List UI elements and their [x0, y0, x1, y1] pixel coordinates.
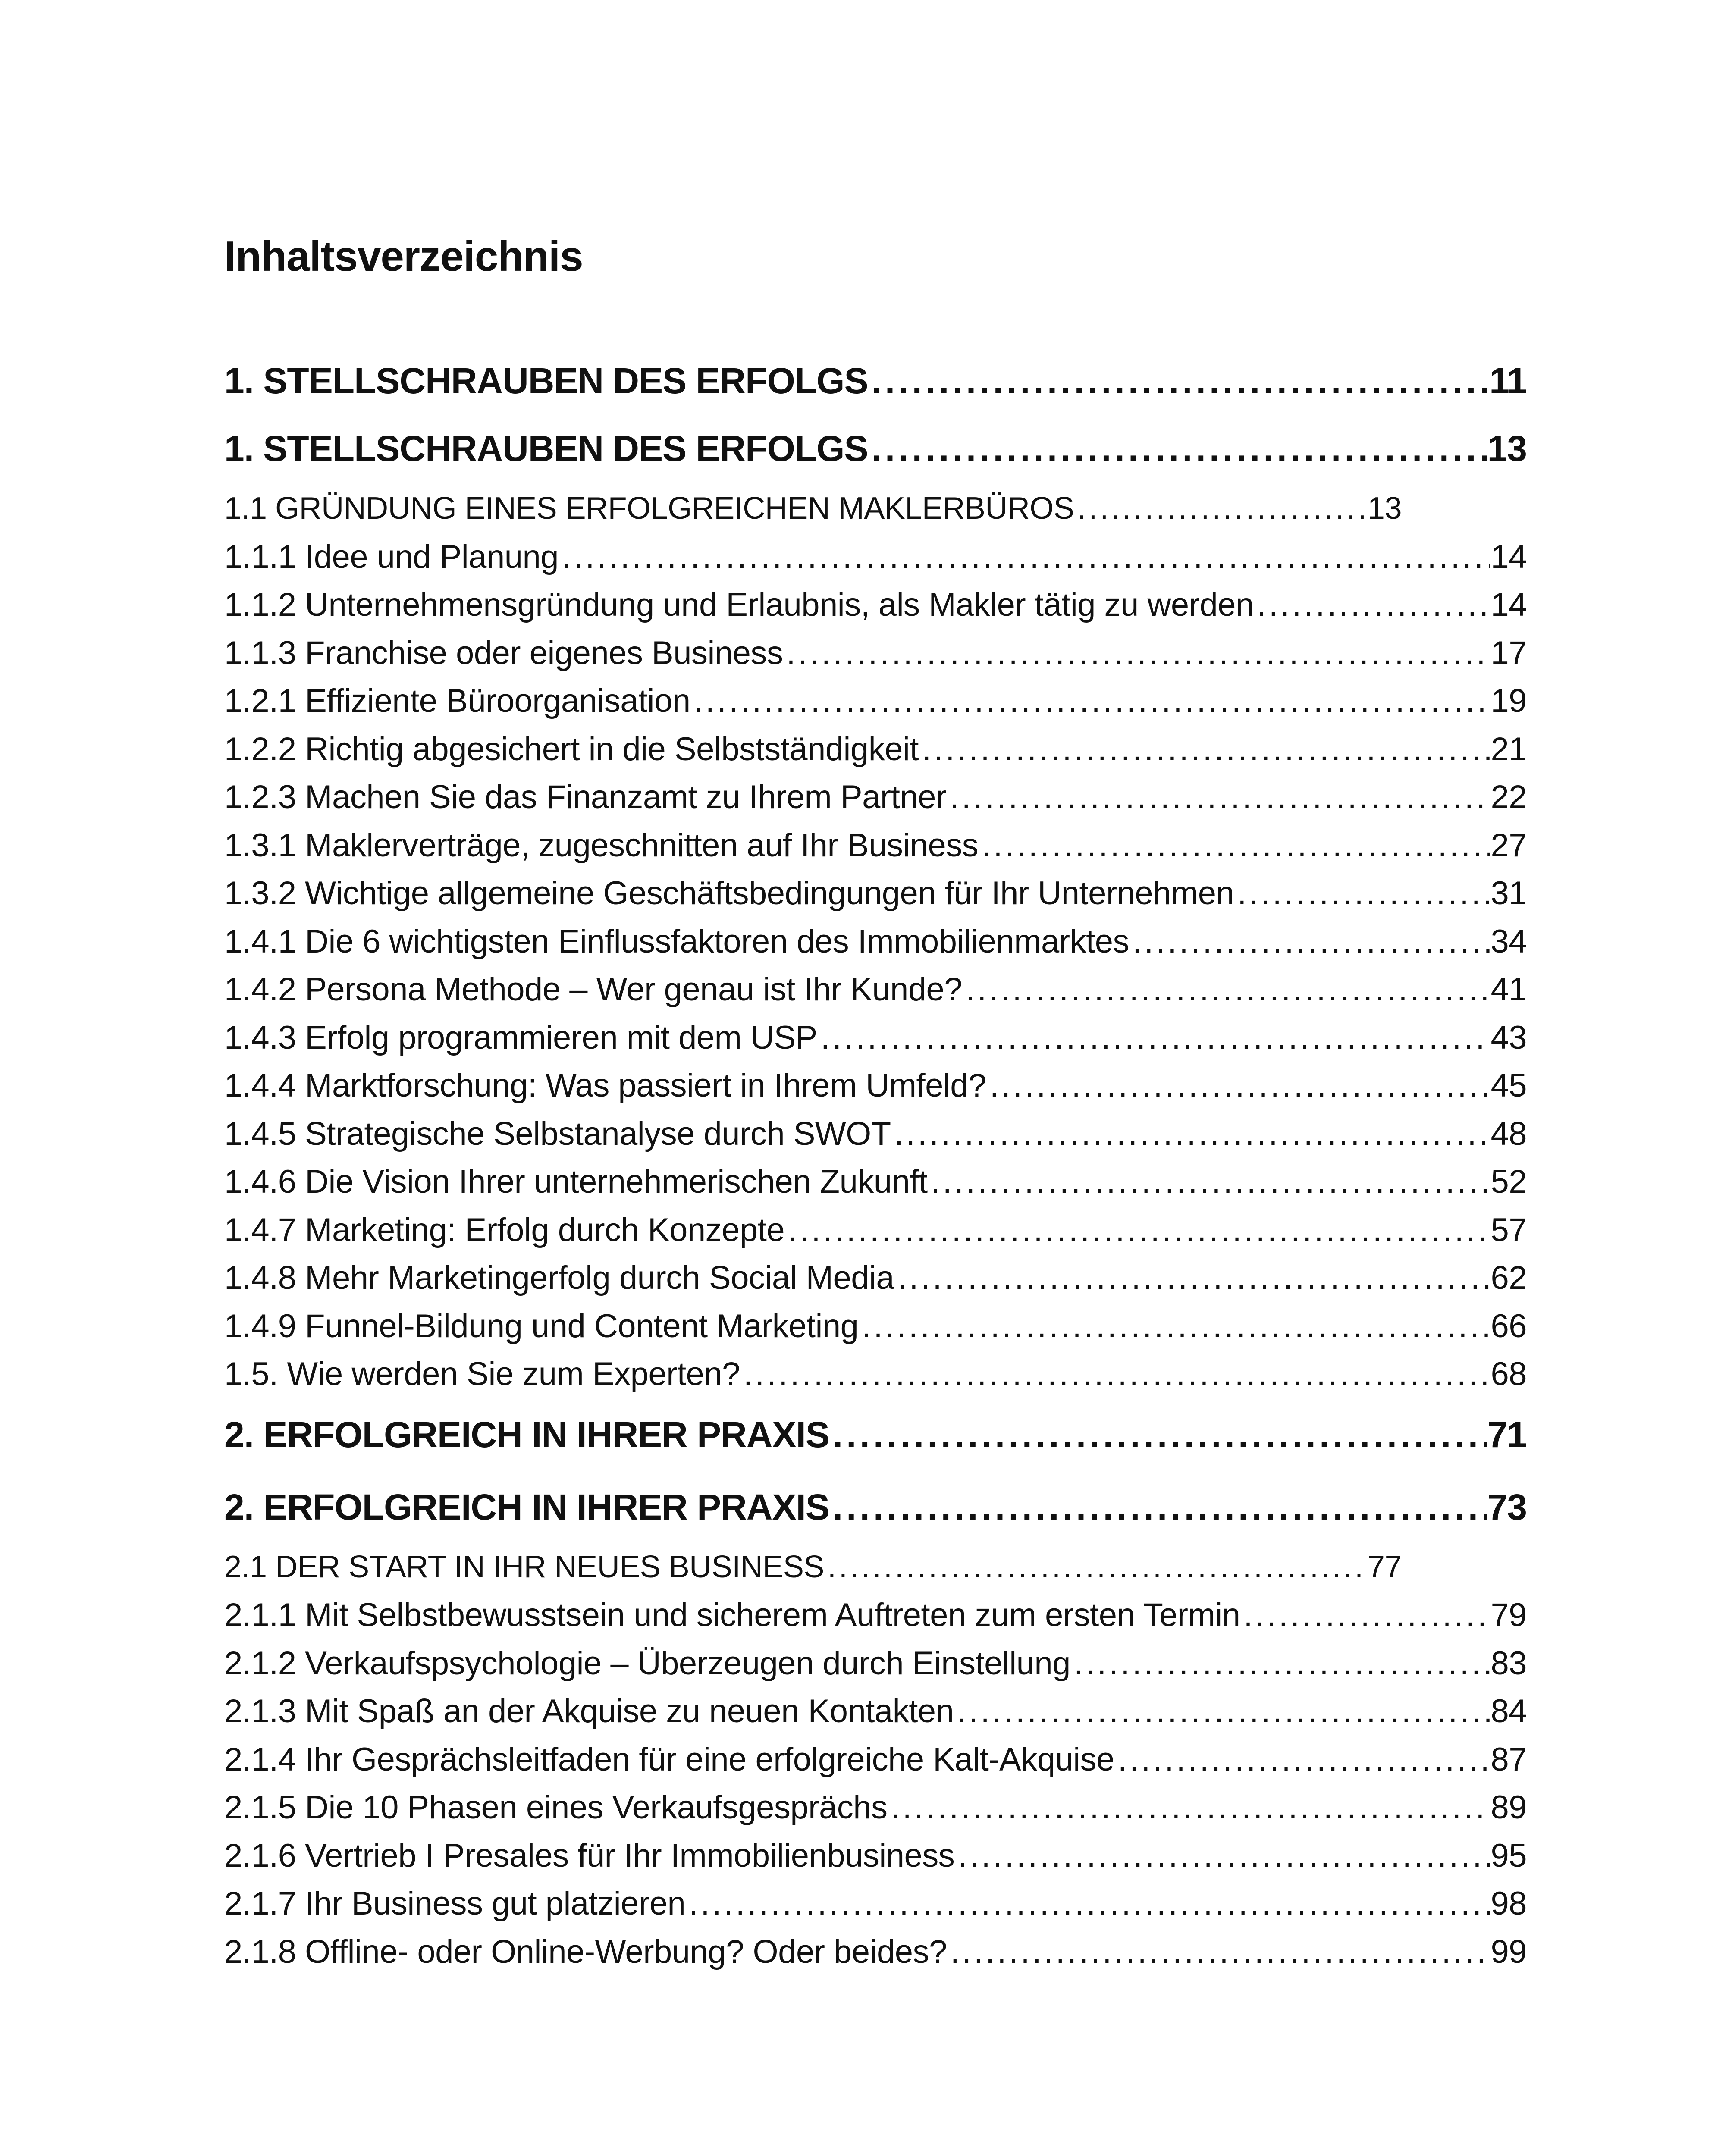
- toc-entry-title: 1.4.7 Marketing: Erfolg durch Konzepte: [224, 1211, 785, 1248]
- toc-page-number: 87: [1490, 1741, 1527, 1778]
- table-of-contents: [224, 349, 1527, 1976]
- toc-subsection-entry[interactable]: [224, 821, 1527, 870]
- toc-subsection-entry[interactable]: [224, 1880, 1527, 1928]
- toc-entry-title: 2.1.2 Verkaufspsychologie – Überzeugen durch Einstellung: [224, 1645, 1070, 1682]
- toc-entry-title: 1.1 GRÜNDUNG EINES ERFOLGREICHEN MAKLERBÜROS: [224, 491, 1074, 526]
- dot-leader: [559, 533, 1490, 581]
- dot-leader: [1240, 1591, 1491, 1639]
- toc-entry-title: 2. ERFOLGREICH IN IHRER PRAXIS: [224, 1486, 829, 1527]
- toc-entry-title: 1.2.2 Richtig abgesichert in die Selbstständigkeit: [224, 730, 919, 768]
- toc-subsection-entry[interactable]: [224, 869, 1527, 918]
- toc-page-number: 77: [1367, 1549, 1402, 1584]
- toc-subsection-entry[interactable]: [224, 581, 1527, 629]
- toc-page-number: 48: [1490, 1115, 1527, 1152]
- toc-entry-title: 1.4.2 Persona Methode – Wer genau ist Ihr Kunde?: [224, 971, 963, 1008]
- toc-entry-title: 1.3.1 Maklerverträge, zugeschnitten auf Ihr Business: [224, 827, 979, 864]
- toc-page-number: 98: [1490, 1885, 1527, 1922]
- toc-subsection-entry[interactable]: [224, 1302, 1527, 1351]
- toc-entry-title: 1.2.1 Effiziente Büroorganisation: [224, 683, 690, 719]
- dot-leader: [685, 1880, 1490, 1928]
- toc-entry-title: 2.1.5 Die 10 Phasen eines Verkaufsgesprächs: [224, 1789, 888, 1826]
- toc-entry-title: 1. STELLSCHRAUBEN DES ERFOLGS: [224, 360, 868, 401]
- dot-leader: [919, 725, 1490, 774]
- toc-subsection-entry[interactable]: [224, 918, 1527, 966]
- toc-entry-title: 2.1.8 Offline- oder Online-Werbung? Oder beides?: [224, 1933, 947, 1970]
- toc-chapter-entry[interactable]: [224, 1398, 1527, 1471]
- dot-leader: [947, 773, 1491, 821]
- toc-page-number: 13: [1487, 428, 1527, 469]
- toc-page-number: 31: [1490, 875, 1527, 912]
- toc-subsection-entry[interactable]: [224, 1014, 1527, 1062]
- toc-subsection-entry[interactable]: [224, 1832, 1527, 1880]
- toc-chapter-entry[interactable]: [224, 349, 1527, 412]
- dot-leader: [740, 1350, 1491, 1398]
- dot-leader: [954, 1832, 1490, 1880]
- toc-subsection-entry[interactable]: [224, 1736, 1527, 1784]
- toc-subsection-entry[interactable]: [224, 677, 1527, 725]
- toc-section-entry[interactable]: [224, 1543, 1402, 1592]
- toc-entry-title: 1.4.6 Die Vision Ihrer unternehmerischen Zukunft: [224, 1163, 928, 1200]
- toc-chapter-entry[interactable]: [224, 412, 1527, 485]
- dot-leader: [954, 1687, 1490, 1736]
- toc-page-number: 73: [1487, 1486, 1527, 1527]
- toc-subsection-entry[interactable]: [224, 1254, 1527, 1302]
- toc-entry-title: 1.2.3 Machen Sie das Finanzamt zu Ihrem Partner: [224, 779, 947, 815]
- toc-subsection-entry[interactable]: [224, 1591, 1527, 1639]
- toc-page-number: 19: [1490, 683, 1527, 719]
- toc-entry-title: 2.1.4 Ihr Gesprächsleitfaden für eine erfolgreiche Kalt-Akquise: [224, 1741, 1114, 1778]
- toc-page-number: 13: [1367, 491, 1402, 526]
- toc-page-number: 66: [1490, 1307, 1527, 1344]
- dot-leader: [1129, 918, 1490, 966]
- toc-subsection-entry[interactable]: [224, 533, 1527, 581]
- toc-page-number: 68: [1490, 1356, 1527, 1392]
- dot-leader: [829, 1471, 1487, 1543]
- toc-entry-title: 1.4.3 Erfolg programmieren mit dem USP: [224, 1019, 817, 1056]
- toc-page-number: 83: [1490, 1645, 1527, 1682]
- toc-page-number: 84: [1490, 1693, 1527, 1730]
- toc-subsection-entry[interactable]: [224, 773, 1527, 821]
- toc-page-number: 52: [1490, 1163, 1527, 1200]
- toc-subsection-entry[interactable]: [224, 629, 1527, 677]
- dot-leader: [868, 349, 1489, 412]
- toc-entry-title: 1.3.2 Wichtige allgemeine Geschäftsbedingungen für Ihr Unternehmen: [224, 875, 1234, 912]
- toc-subsection-entry[interactable]: [224, 965, 1527, 1014]
- toc-page-number: 34: [1490, 923, 1527, 960]
- toc-entry-title: 2.1.1 Mit Selbstbewusstsein und sicherem Auftreten zum ersten Termin: [224, 1597, 1240, 1633]
- toc-page-number: 11: [1489, 360, 1527, 401]
- toc-page-number: 57: [1490, 1211, 1527, 1248]
- toc-subsection-entry[interactable]: [224, 1062, 1527, 1110]
- toc-subsection-entry[interactable]: [224, 1158, 1527, 1206]
- toc-entry-title: 2.1.7 Ihr Business gut platzieren: [224, 1885, 686, 1922]
- dot-leader: [784, 1206, 1490, 1254]
- dot-leader: [824, 1543, 1368, 1592]
- toc-subsection-entry[interactable]: [224, 1206, 1527, 1254]
- dot-leader: [1070, 1639, 1491, 1688]
- toc-subsection-entry[interactable]: [224, 1783, 1527, 1832]
- toc-subsection-entry[interactable]: [224, 725, 1527, 774]
- dot-leader: [891, 1110, 1491, 1158]
- dot-leader: [1254, 581, 1491, 629]
- toc-page-number: 79: [1490, 1597, 1527, 1633]
- dot-leader: [1114, 1736, 1491, 1784]
- dot-leader: [690, 677, 1491, 725]
- dot-leader: [962, 965, 1490, 1014]
- toc-page-number: 95: [1490, 1837, 1527, 1874]
- dot-leader: [1074, 485, 1368, 533]
- dot-leader: [894, 1254, 1490, 1302]
- toc-page-number: 71: [1487, 1414, 1527, 1455]
- toc-page-number: 14: [1490, 538, 1527, 575]
- toc-entry-title: 1.1.3 Franchise oder eigenes Business: [224, 634, 783, 671]
- toc-entry-title: 1.4.1 Die 6 wichtigsten Einflussfaktoren des Immobilienmarktes: [224, 923, 1129, 960]
- toc-chapter-entry[interactable]: [224, 1471, 1527, 1543]
- toc-entry-title: 1. STELLSCHRAUBEN DES ERFOLGS: [224, 428, 868, 469]
- toc-page-number: 17: [1490, 634, 1527, 671]
- dot-leader: [978, 821, 1490, 870]
- dot-leader: [783, 629, 1490, 677]
- toc-entry-title: 1.4.8 Mehr Marketingerfolg durch Social Media: [224, 1260, 894, 1296]
- toc-page-number: 43: [1490, 1019, 1527, 1056]
- toc-subsection-entry[interactable]: [224, 1110, 1527, 1158]
- toc-subsection-entry[interactable]: [224, 1928, 1527, 1976]
- toc-entry-title: 2.1 DER START IN IHR NEUES BUSINESS: [224, 1549, 824, 1584]
- toc-entry-title: 1.4.9 Funnel-Bildung und Content Marketing: [224, 1307, 859, 1344]
- toc-page-number: 21: [1490, 730, 1527, 768]
- dot-leader: [817, 1014, 1491, 1062]
- dot-leader: [829, 1398, 1487, 1471]
- dot-leader: [928, 1158, 1491, 1206]
- toc-page-number: 89: [1490, 1789, 1527, 1826]
- toc-subsection-entry[interactable]: [224, 1639, 1527, 1688]
- dot-leader: [1234, 869, 1490, 918]
- toc-page-number: 22: [1490, 779, 1527, 815]
- dot-leader: [858, 1302, 1490, 1351]
- toc-section-entry[interactable]: [224, 485, 1402, 533]
- toc-entry-title: 2.1.6 Vertrieb I Presales für Ihr Immobilienbusiness: [224, 1837, 955, 1874]
- toc-page-number: 99: [1490, 1933, 1527, 1970]
- toc-entry-title: 1.4.5 Strategische Selbstanalyse durch SWOT: [224, 1115, 891, 1152]
- toc-page-number: 27: [1490, 827, 1527, 864]
- page-title: Inhaltsverzeichnis: [224, 232, 583, 280]
- toc-entry-title: 1.1.1 Idee und Planung: [224, 538, 559, 575]
- toc-entry-title: 2.1.3 Mit Spaß an der Akquise zu neuen Kontakten: [224, 1693, 954, 1730]
- dot-leader: [947, 1928, 1491, 1976]
- toc-page-number: 45: [1490, 1067, 1527, 1104]
- dot-leader: [986, 1062, 1491, 1110]
- dot-leader: [888, 1783, 1491, 1832]
- toc-page-number: 62: [1490, 1260, 1527, 1296]
- dot-leader: [868, 412, 1487, 485]
- toc-entry-title: 1.1.2 Unternehmensgründung und Erlaubnis, als Makler tätig zu werden: [224, 586, 1254, 623]
- toc-page-number: 41: [1490, 971, 1527, 1008]
- toc-entry-title: 1.5. Wie werden Sie zum Experten?: [224, 1356, 740, 1392]
- toc-subsection-entry[interactable]: [224, 1350, 1527, 1398]
- toc-page-number: 14: [1490, 586, 1527, 623]
- toc-entry-title: 1.4.4 Marktforschung: Was passiert in Ihrem Umfeld?: [224, 1067, 986, 1104]
- toc-entry-title: 2. ERFOLGREICH IN IHRER PRAXIS: [224, 1414, 829, 1455]
- toc-subsection-entry[interactable]: [224, 1687, 1527, 1736]
